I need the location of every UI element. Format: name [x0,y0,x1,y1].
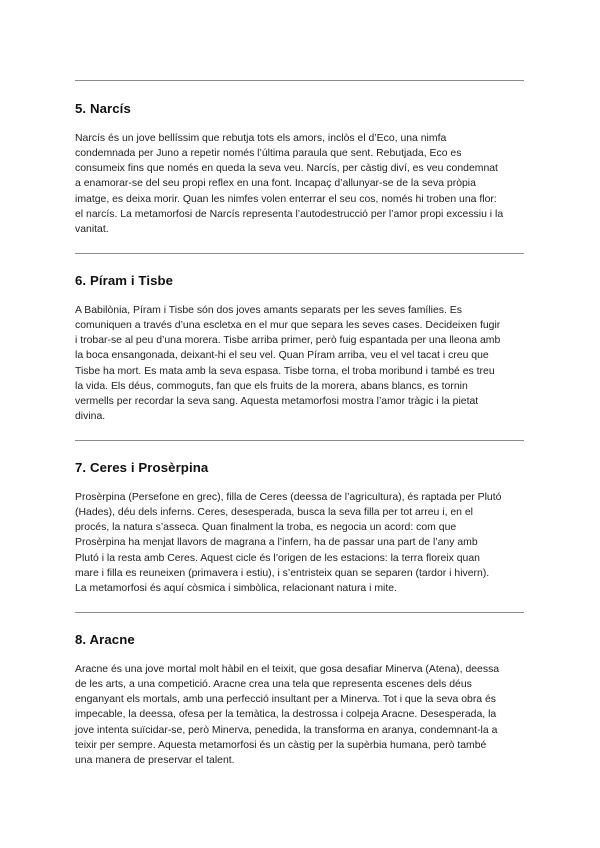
section-narcis [75,101,529,237]
section-heading: 7. Ceres i Prosèrpina [75,460,209,475]
section-heading: 8. Aracne [75,632,135,647]
section-body: Aracne és una jove mortal molt hàbil en el teixit, que gosa desafiar Minerva (Atena), deessa de les arts, a una competició. Aracne crea una tela que representa escenes dels déus enganyant els mortals, amb una perfecció insultant per a Minerva. Tot i que la seva obra és impecable, la deessa, ofesa per la temàtica, la destrossa i colpeja Aracne. Desesperada, la jove intenta suïcidar-se, però Minerva, penedida, la transforma en aranya, condemnant-la a teixir per sempre. Aquesta metamorfosi és un càstig per la supèrbia humana, però també una manera de preservar el talent. [75,664,500,766]
section-body: Narcís és un jove bellíssim que rebutja tots els amors, inclòs el d’Eco, una nimfa condemnada per Juno a repetir només l’última paraula que sent. Rebutjada, Eco es consumeix fins que només en queda la seva veu. Narcís, per càstig diví, es veu condemnat a enamorar-se del seu propi reflex en una font. Incapaç d’allunyar-se de la seva pròpia imatge, es deixa morir. Quan les nimfes volen enterrar el seu cos, només hi troben una flor: el narcís. La metamorfosi de Narcís representa l’autodestrucció per l’amor propi excessiu i la vanitat. [75,133,504,235]
section-heading: 6. Píram i Tisbe [75,273,174,288]
section-piram-tisbe [75,273,529,424]
section-aracne [75,632,529,768]
section-divider [75,612,524,613]
section-divider [75,253,524,254]
section-divider [75,440,524,441]
section-body: A Babilònia, Píram i Tisbe són dos joves amants separats per les seves famílies. Es comuniquen a través d’una escletxa en el mur que separa les seves cases. Decideixen fugir i trobar-se al peu d’una morera. Tisbe arriba primer, però fuig espantada per una lleona amb la boca ensangonada, deixant-hi el seu vel. Quan Píram arriba, veu el vel tacat i creu que Tisbe ha mort. Es mata amb la seva espasa. Tisbe torna, el troba moribund i també es treu la vida. Els déus, commoguts, fan que els fruits de la morera, abans blancs, es tornin vermells per recordar la seva sang. Aquesta metamorfosi mostra l’amor tràgic i la pietat divina. [75,305,501,423]
section-body: Prosèrpina (Persefone en grec), filla de Ceres (deessa de l’agricultura), és raptada per Plutó (Hades), déu dels inferns. Ceres, desesperada, busca la seva filla per tot arreu i, en el procés, la natura s’asseca. Quan finalment la troba, es negocia un acord: com que Prosèrpina ha menjat llavors de magrana a l’infern, ha de passar una part de l’any amb Plutó i la resta amb Ceres. Aquest cicle és l’origen de les estacions: la terra floreix quan mare i filla es reuneixen (primavera i estiu), i s’entristeix quan se separen (tardor i hivern). La metamorfosi és aquí còsmica i simbòlica, relacionant natura i mite. [75,492,502,594]
section-ceres-proserpina [75,460,529,596]
section-heading: 5. Narcís [75,101,131,116]
section-divider [75,80,524,81]
